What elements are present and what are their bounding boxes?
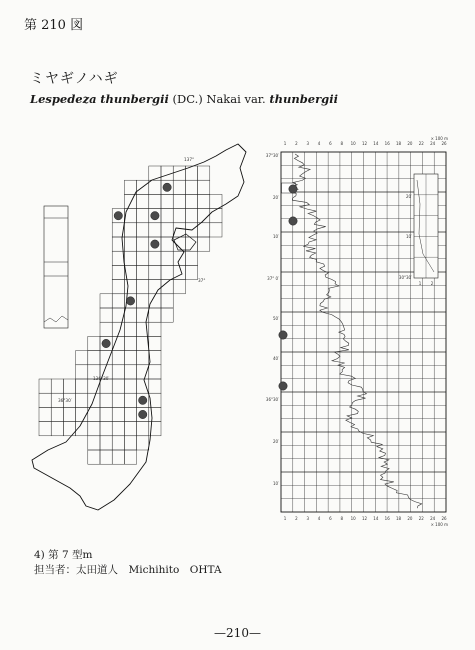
x-tick-label-bottom: 3	[306, 516, 309, 521]
occurrence-dot	[139, 410, 147, 418]
map-grid-cell	[112, 436, 124, 450]
map-grid-cell	[124, 436, 136, 450]
map-grid-cell	[137, 422, 149, 436]
map-grid-cell	[112, 393, 124, 407]
lat-37-label: 37°	[198, 278, 206, 283]
variety-epithet: thunbergii	[269, 92, 338, 106]
map-grid-cell	[88, 393, 100, 407]
map-grid-cell	[88, 336, 100, 350]
map-grid-cell	[137, 194, 149, 208]
map-grid-cell	[149, 351, 161, 365]
map-grid-cell	[185, 194, 197, 208]
x-tick-label-bottom: 1	[283, 516, 287, 521]
map-grid-cell	[124, 223, 136, 237]
y-lat-label: 50′	[273, 316, 279, 321]
map-grid-cell	[112, 251, 124, 265]
bay-island	[174, 234, 196, 250]
map-grid-cell	[137, 436, 149, 450]
x-tick-label-top: 8	[340, 141, 344, 146]
inset-lat-label: 30°30′	[398, 275, 412, 280]
occurrence-dot	[114, 212, 122, 220]
x-tick-label-top: 26	[441, 141, 447, 146]
map-grid-cell	[51, 422, 63, 436]
map-grid-cell	[173, 180, 185, 194]
map-grid-cell	[124, 379, 136, 393]
map-grid-cell	[124, 450, 136, 464]
profile-occurrence-dot	[289, 217, 297, 225]
x-tick-label-bottom: 22	[418, 516, 424, 521]
y-lat-label: 36°30′	[265, 397, 279, 402]
map-grid-cell	[124, 237, 136, 251]
map-grid-cell	[137, 223, 149, 237]
profile-occurrence-dot	[289, 185, 297, 193]
y-lat-label: 20′	[273, 439, 279, 444]
lat-36-30-label: 36°30′	[58, 398, 72, 403]
prefecture-outline	[32, 144, 246, 510]
x-tick-label-top: 3	[306, 141, 309, 146]
map-grid-cell	[149, 265, 161, 279]
map-grid-cell	[149, 365, 161, 379]
x-tick-label-bottom: 4	[317, 516, 321, 521]
map-grid-cell	[63, 407, 75, 421]
x-tick-label-bottom: 12	[361, 516, 368, 521]
x-tick-label-top: 10	[350, 141, 356, 146]
map-grid-cell	[124, 393, 136, 407]
map-grid-cell	[124, 365, 136, 379]
map-grid-cell	[51, 379, 63, 393]
map-grid-cell	[161, 265, 173, 279]
top-axis-unit: × 100 m	[430, 136, 448, 141]
x-tick-label-top: 24	[430, 141, 436, 146]
map-grid-cell	[100, 379, 112, 393]
x-tick-label-bottom: 24	[430, 516, 436, 521]
map-grid-cell	[161, 194, 173, 208]
occurrence-dot	[102, 339, 110, 347]
map-grid-cell	[100, 436, 112, 450]
map-grid-cell	[124, 407, 136, 421]
map-grid-cell	[100, 351, 112, 365]
map-grid-cell	[124, 180, 136, 194]
map-grid-cell	[112, 351, 124, 365]
map-grid-cell	[137, 294, 149, 308]
authority: (DC.) Nakai var.	[172, 92, 266, 106]
note-line-1: 4) 第 7 型m	[34, 549, 93, 561]
profile-occurrence-dot	[279, 382, 287, 390]
map-grid-cell	[100, 308, 112, 322]
x-tick-label-top: 1	[283, 141, 287, 146]
map-grid-cell	[124, 422, 136, 436]
map-grid-cell	[137, 351, 149, 365]
map-grid-cell	[198, 180, 210, 194]
map-grid-cell	[100, 322, 112, 336]
map-grid-cell	[100, 407, 112, 421]
map-grid-cell	[112, 450, 124, 464]
x-tick-label-top: 6	[329, 141, 332, 146]
map-grid-cell	[39, 379, 51, 393]
map-grid-cell	[137, 209, 149, 223]
x-tick-label-bottom: 14	[373, 516, 379, 521]
map-grid-cell	[149, 379, 161, 393]
page-number: —210—	[214, 626, 261, 640]
map-grid-cell	[161, 280, 173, 294]
map-grid-cell	[39, 422, 51, 436]
species-japanese-name: ミヤギノハギ	[30, 71, 119, 87]
map-grid-cell	[137, 265, 149, 279]
map-grid-cell	[88, 436, 100, 450]
inset-lat-label: 10′	[406, 234, 412, 239]
x-tick-label-bottom: 16	[384, 516, 390, 521]
x-tick-label-bottom: 18	[396, 516, 402, 521]
x-tick-label-top: 20	[407, 141, 413, 146]
map-grid-cell	[124, 251, 136, 265]
map-grid-cell	[124, 194, 136, 208]
lon-136-30-label: 136°30′	[93, 376, 110, 381]
map-grid-cell	[124, 351, 136, 365]
map-grid-cell	[210, 223, 222, 237]
map-grid-cell	[149, 322, 161, 336]
occurrence-dot	[151, 212, 159, 220]
map-grid-cell	[198, 223, 210, 237]
map-grid-cell	[100, 450, 112, 464]
x-tick-label-bottom: 6	[329, 516, 332, 521]
occurrence-dot	[163, 183, 171, 191]
inset-tick-label: 2	[430, 281, 434, 286]
map-grid-cell	[76, 351, 88, 365]
profile-occurrence-dot	[279, 331, 287, 339]
map-grid-cell	[112, 365, 124, 379]
map-grid-cell	[76, 365, 88, 379]
species-epithet: thunbergii	[100, 92, 169, 106]
bottom-axis-unit: × 100 m	[430, 522, 448, 527]
map-grid-cell	[149, 180, 161, 194]
x-tick-label-top: 16	[384, 141, 390, 146]
map-grid-cell	[185, 237, 197, 251]
occurrence-dot	[151, 240, 159, 248]
occurrence-dot	[139, 396, 147, 404]
y-lat-label: 10′	[273, 234, 279, 239]
x-tick-label-top: 14	[373, 141, 379, 146]
map-grid-cell	[161, 294, 173, 308]
map-grid-cell	[161, 209, 173, 223]
map-grid-cell	[137, 379, 149, 393]
y-lat-label: 37° 0′	[267, 276, 279, 281]
inset-tick-label: 1	[418, 281, 422, 286]
lon-137-label: 137°	[184, 157, 195, 162]
map-grid-cell	[185, 265, 197, 279]
map-grid-cell	[161, 223, 173, 237]
map-grid-cell	[124, 308, 136, 322]
map-grid-cell	[173, 166, 185, 180]
map-grid-cell	[173, 194, 185, 208]
map-grid-cell	[112, 336, 124, 350]
map-grid-cell	[198, 194, 210, 208]
map-grid-cell	[161, 251, 173, 265]
map-grid-cell	[124, 322, 136, 336]
map-grid-cell	[149, 223, 161, 237]
map-grid-cell	[149, 336, 161, 350]
map-grid-cell	[137, 336, 149, 350]
map-grid-cell	[161, 237, 173, 251]
map-grid-cell	[185, 209, 197, 223]
x-tick-label-bottom: 10	[350, 516, 356, 521]
map-grid-cell	[149, 280, 161, 294]
map-grid-cell	[149, 407, 161, 421]
y-lat-label: 20′	[273, 195, 279, 200]
x-tick-label-bottom: 2	[295, 516, 298, 521]
y-lat-label: 10′	[273, 481, 279, 486]
map-grid-cell	[100, 422, 112, 436]
map-grid-cell	[173, 280, 185, 294]
occurrence-dot	[126, 297, 134, 305]
map-grid-cell	[112, 294, 124, 308]
map-grid-cell	[88, 422, 100, 436]
map-grid-cell	[149, 251, 161, 265]
x-tick-label-top: 22	[418, 141, 424, 146]
map-grid-cell	[161, 308, 173, 322]
map-grid-cell	[124, 280, 136, 294]
map-grid-cell	[76, 393, 88, 407]
grid-map	[39, 166, 222, 464]
inset-map-coast	[44, 316, 68, 322]
map-grid-cell	[149, 194, 161, 208]
figure-number: 第 210 図	[24, 18, 84, 33]
map-grid-cell	[112, 280, 124, 294]
map-grid-cell	[88, 351, 100, 365]
map-grid-cell	[100, 294, 112, 308]
x-tick-label-bottom: 20	[407, 516, 413, 521]
map-grid-cell	[149, 308, 161, 322]
map-grid-cell	[137, 251, 149, 265]
x-tick-label-bottom: 26	[441, 516, 447, 521]
map-grid-cell	[173, 209, 185, 223]
map-grid-cell	[39, 393, 51, 407]
map-grid-cell	[137, 280, 149, 294]
map-grid-cell	[88, 407, 100, 421]
map-grid-cell	[185, 251, 197, 265]
map-grid-cell	[112, 422, 124, 436]
map-grid-cell	[210, 194, 222, 208]
map-grid-cell	[112, 407, 124, 421]
map-grid-cell	[100, 393, 112, 407]
x-tick-label-top: 2	[295, 141, 298, 146]
map-grid-cell	[88, 450, 100, 464]
map-grid-cell	[198, 166, 210, 180]
elevation-profile-line	[291, 154, 422, 508]
map-grid-cell	[124, 336, 136, 350]
map-grid-cell	[185, 180, 197, 194]
y-lat-label: 37°30′	[265, 153, 279, 158]
map-grid-cell	[76, 379, 88, 393]
notes	[34, 548, 222, 578]
map-grid-cell	[51, 407, 63, 421]
map-grid-cell	[210, 209, 222, 223]
map-grid-cell	[112, 379, 124, 393]
map-grid-cell	[137, 308, 149, 322]
map-grid-cell	[198, 237, 210, 251]
map-grid-cell	[137, 237, 149, 251]
x-tick-label-bottom: 8	[340, 516, 344, 521]
map-grid-cell	[39, 407, 51, 421]
x-tick-label-top: 4	[317, 141, 321, 146]
x-tick-label-top: 12	[361, 141, 368, 146]
x-tick-label-top: 18	[396, 141, 402, 146]
inset-map-frame	[44, 206, 68, 328]
map-grid-cell	[63, 379, 75, 393]
genus-name: Lespedeza	[30, 92, 97, 106]
y-lat-label: 40′	[273, 356, 279, 361]
note-line-2: 担当者：太田道人 Michihito OHTA	[34, 564, 222, 576]
map-grid-cell	[112, 265, 124, 279]
inset-lat-label: 20′	[406, 194, 412, 199]
